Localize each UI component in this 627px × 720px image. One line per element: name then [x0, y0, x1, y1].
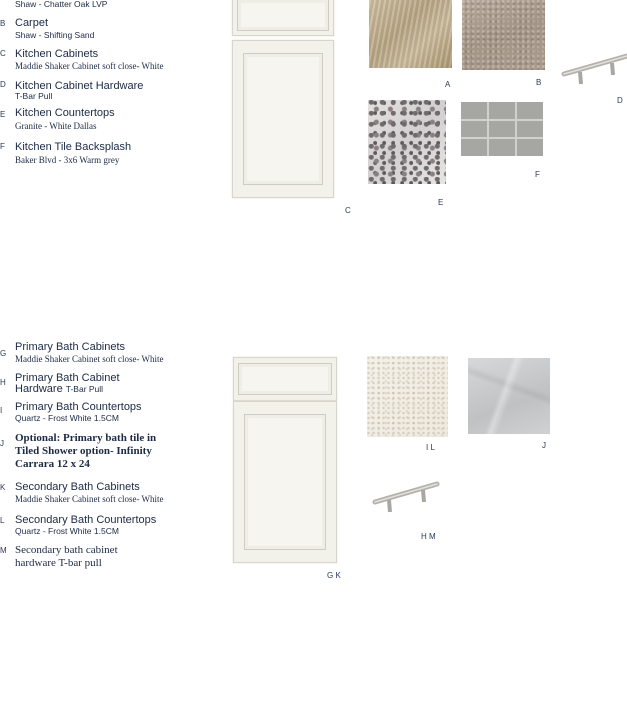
- item-b-title: Carpet: [15, 17, 49, 29]
- granite-white-dallas-swatch: [368, 100, 446, 184]
- item-i-sub: Quartz - Frost White 1.5CM: [15, 413, 119, 423]
- item-d-title: Kitchen Cabinet Hardware: [15, 80, 144, 92]
- carpet-swatch: [462, 0, 545, 70]
- caption-a: A: [445, 80, 451, 89]
- cabinet-door-upper-kitchen: [232, 0, 334, 36]
- item-g-letter: G: [0, 349, 7, 358]
- t-bar-pull-kitchen: [560, 44, 627, 88]
- item-i-title: Primary Bath Countertops: [15, 401, 142, 413]
- item-b-letter: B: [0, 19, 6, 28]
- item-h-title-2: Hardware T-Bar Pull: [15, 383, 104, 395]
- item-i-letter: I: [0, 406, 3, 415]
- item-c-title: Kitchen Cabinets: [15, 48, 99, 60]
- item-f-sub: Baker Blvd - 3x6 Warm grey: [15, 155, 120, 165]
- item-d-sub: T-Bar Pull: [15, 91, 53, 101]
- item-d-letter: D: [0, 80, 6, 89]
- t-bar-pull-bath: [372, 478, 440, 516]
- carrara-tile-swatch: [468, 358, 550, 434]
- item-m-title: Secondary bath cabinet hardware T-bar pull: [15, 544, 118, 569]
- item-l-title: Secondary Bath Countertops: [15, 514, 157, 526]
- item-e-letter: E: [0, 110, 6, 119]
- item-c-sub: Maddie Shaker Cabinet soft close- White: [15, 61, 164, 71]
- item-b-sub: Shaw - Shifting Sand: [15, 30, 95, 40]
- item-g-title: Primary Bath Cabinets: [15, 341, 126, 353]
- item-k-letter: K: [0, 483, 6, 492]
- wood-lvp-swatch: [369, 0, 452, 68]
- item-k-sub: Maddie Shaker Cabinet soft close- White: [15, 494, 164, 504]
- caption-il: I L: [426, 443, 435, 452]
- item-h-title: Primary Bath Cabinet: [15, 372, 120, 384]
- caption-c: C: [345, 206, 351, 215]
- subway-tile-backsplash-swatch: [461, 102, 543, 156]
- item-e-title: Kitchen Countertops: [15, 107, 115, 119]
- caption-d: D: [617, 96, 623, 105]
- item-c-letter: C: [0, 49, 6, 58]
- caption-hm: H M: [421, 532, 436, 541]
- item-h-letter: H: [0, 378, 6, 387]
- cabinet-door-bath: [233, 401, 337, 563]
- quartz-frost-white-swatch: [367, 356, 448, 437]
- item-j-title: Optional: Primary bath tile in Tiled Shower option- Infinity Carrara 12 x 24: [15, 432, 157, 470]
- item-f-letter: F: [0, 142, 5, 151]
- item-m-letter: M: [0, 546, 7, 555]
- caption-j: J: [542, 441, 546, 450]
- caption-f: F: [535, 170, 540, 179]
- caption-b: B: [536, 78, 542, 87]
- item-j-letter: J: [0, 439, 4, 448]
- item-f-title: Kitchen Tile Backsplash: [15, 141, 132, 153]
- item-g-sub: Maddie Shaker Cabinet soft close- White: [15, 354, 164, 364]
- caption-gk: G K: [327, 571, 341, 580]
- item-l-sub: Quartz - Frost White 1.5CM: [15, 526, 119, 536]
- item-a-sub: Shaw - Chatter Oak LVP: [15, 0, 108, 9]
- item-k-title: Secondary Bath Cabinets: [15, 481, 140, 493]
- cabinet-door-upper-bath: [233, 357, 337, 401]
- cabinet-door-kitchen: [232, 40, 334, 198]
- item-l-letter: L: [0, 516, 5, 525]
- caption-e: E: [438, 198, 444, 207]
- item-e-sub: Granite - White Dallas: [15, 121, 97, 131]
